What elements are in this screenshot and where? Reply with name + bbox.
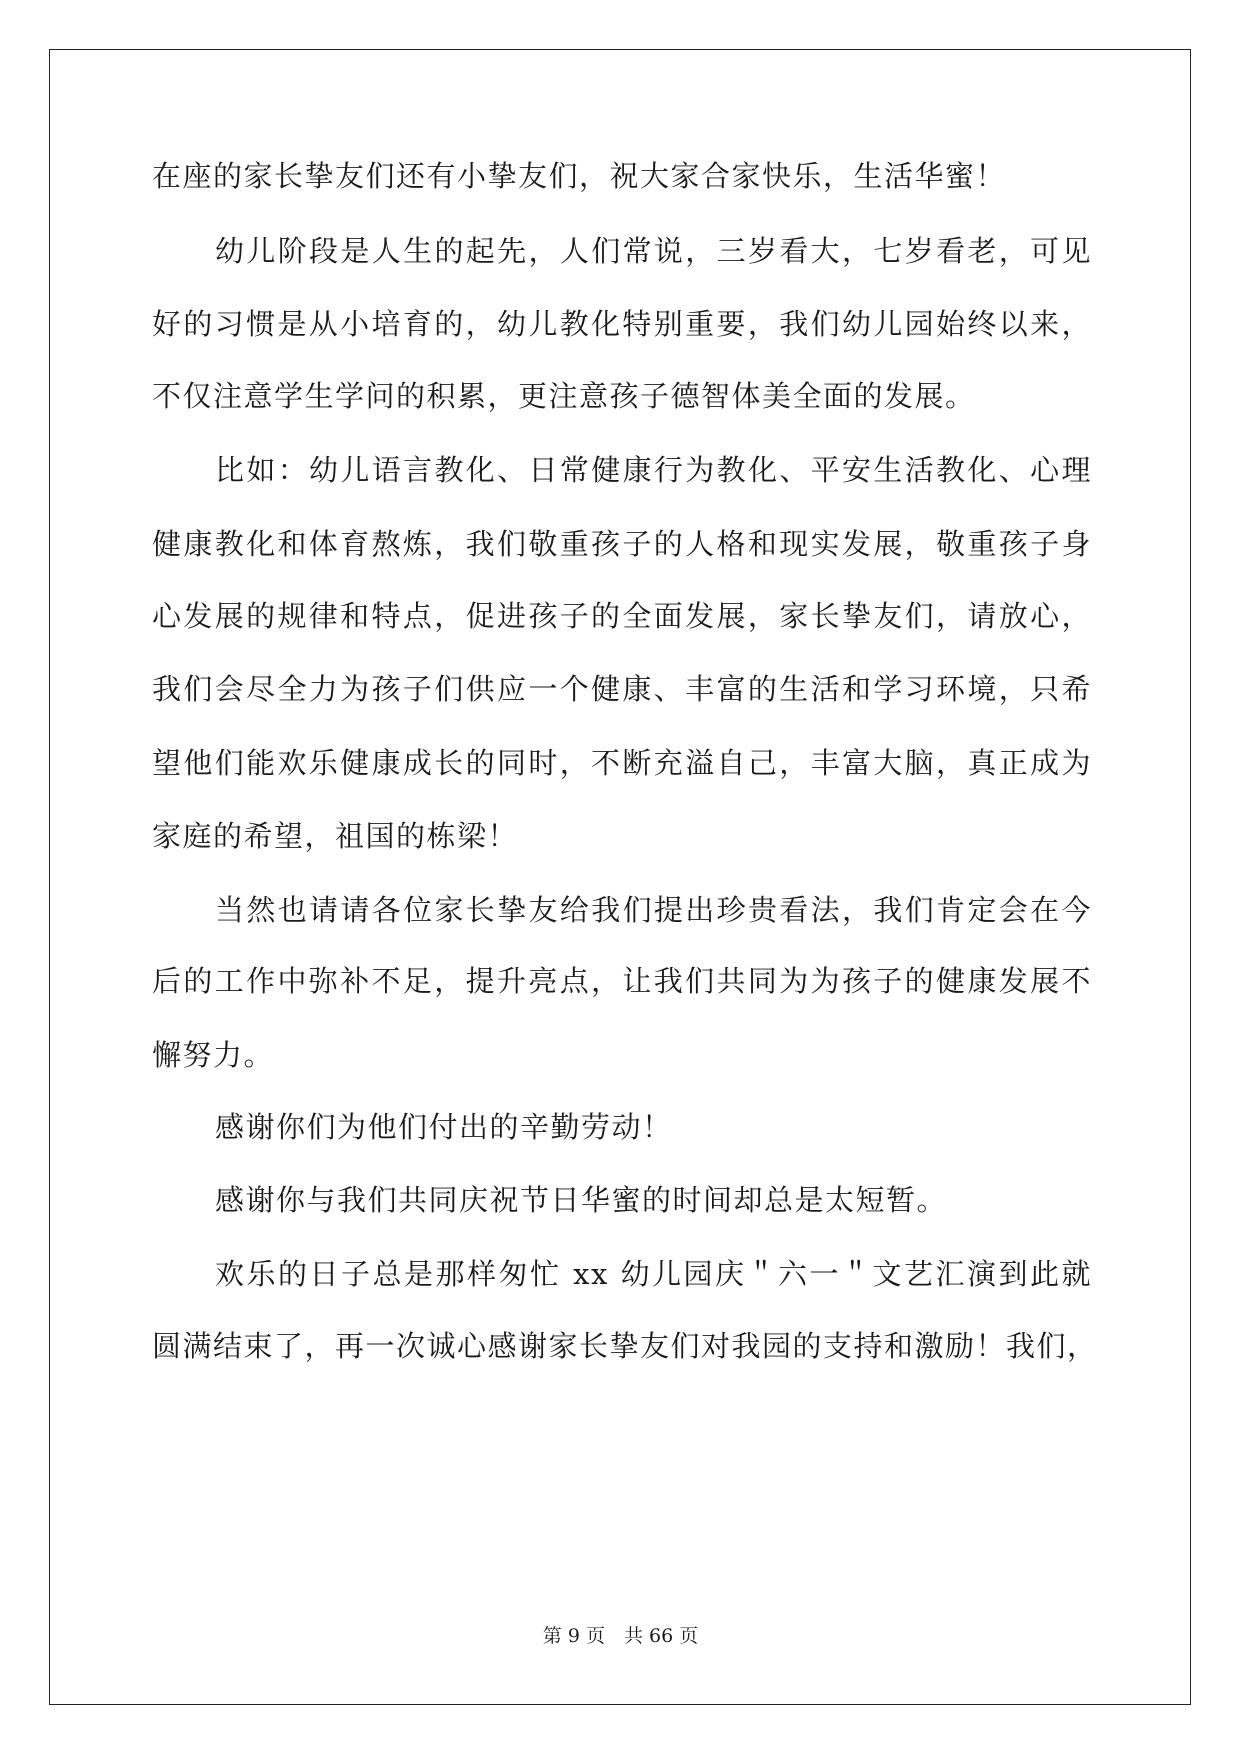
text-line-6: 健康教化和体育熬炼，我们敬重孩子的人格和现实发展，敬重孩子身	[152, 527, 1092, 561]
text-line-12: 后的工作中弥补不足，提升亮点，让我们共同为为孩子的健康发展不	[152, 964, 1092, 998]
text-line-17: 圆满结束了，再一次诚心感谢家长挚友们对我园的支持和激励！我们，	[152, 1329, 1098, 1363]
text-line-13: 懈努力。	[152, 1038, 275, 1072]
text-line-7: 心发展的规律和特点，促进孩子的全面发展，家长挚友们，请放心，	[152, 599, 1092, 633]
text-line-16: 欢乐的日子总是那样匆忙 xx 幼儿园庆＂六一＂文艺汇演到此就	[215, 1257, 1092, 1291]
page-border	[49, 49, 1191, 1705]
text-line-14: 感谢你们为他们付出的辛勤劳动！	[215, 1110, 673, 1144]
text-line-15: 感谢你与我们共同庆祝节日华蜜的时间却总是太短暂。	[215, 1183, 948, 1217]
text-line-9: 望他们能欢乐健康成长的同时，不断充溢自己，丰富大脑，真正成为	[152, 746, 1092, 780]
page-number: 第 9 页 共 66 页	[542, 1625, 699, 1647]
text-line-2: 幼儿阶段是人生的起先，人们常说，三岁看大，七岁看老，可见	[215, 234, 1092, 268]
text-line-8: 我们会尽全力为孩子们供应一个健康、丰富的生活和学习环境，只希	[152, 672, 1092, 706]
text-line-10: 家庭的希望，祖国的栋梁！	[152, 819, 519, 853]
text-line-3: 好的习惯是从小培育的，幼儿教化特别重要，我们幼儿园始终以来，	[152, 307, 1092, 341]
text-line-11: 当然也请请各位家长挚友给我们提出珍贵看法，我们肯定会在今	[215, 893, 1092, 927]
text-line-5: 比如：幼儿语言教化、日常健康行为教化、平安生活教化、心理	[215, 453, 1092, 487]
text-line-1: 在座的家长挚友们还有小挚友们，祝大家合家快乐，生活华蜜！	[152, 159, 1007, 193]
text-line-4: 不仅注意学生学问的积累，更注意孩子德智体美全面的发展。	[152, 379, 976, 413]
